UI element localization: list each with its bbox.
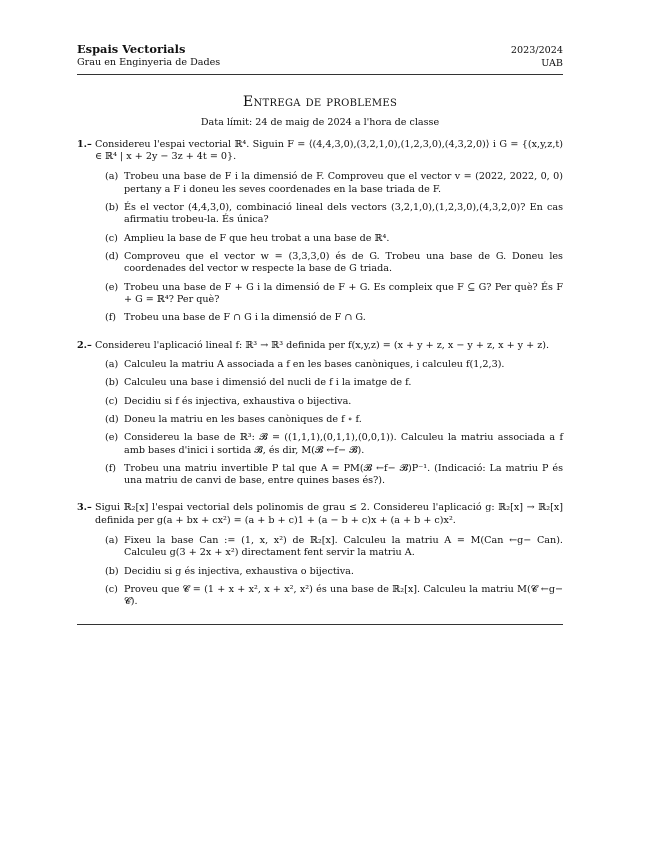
- subquestion-text: Fixeu la base Can := (1, x, x²) de ℝ₂[x]. Calculeu la matriu A = M(Can ←g− Can). Calculeu g(3 + 2x + x²) directament fent servir la matriu A.: [124, 534, 563, 559]
- subquestion-label: (c): [105, 232, 118, 244]
- subquestion-label: (c): [105, 395, 118, 407]
- subquestion-label: (f): [105, 312, 117, 324]
- subquestion: [105, 312, 563, 325]
- subquestion-label: (a): [105, 359, 119, 371]
- academic-year: 2023/2024: [510, 45, 563, 56]
- subquestion-text: Amplieu la base de F que heu trobat a una base de ℝ⁴.: [124, 232, 390, 244]
- problem-list: [77, 139, 563, 615]
- subquestion: [105, 566, 563, 579]
- subquestion-label: (a): [105, 171, 119, 183]
- subquestion-text: Doneu la matriu en les bases canòniques de f ∘ f.: [124, 413, 362, 425]
- problem-statement: Sigui ℝ₂[x] l'espai vectorial dels polinomis de grau ≤ 2. Considereu l'aplicació g: ℝ₂[x] → ℝ₂[x] definida per g(a + bx + cx²) = (a + b + c)1 + (a − b + c)x + (a + b + c)x².: [95, 502, 563, 527]
- subquestion-label: (e): [105, 431, 119, 443]
- subquestion-text: Trobeu una matriu invertible P tal que A = PM(𝓑 ←f− 𝓑)P⁻¹. (Indicació: La matriu P és una matriu de canvi de base, entre quines bases és?).: [124, 462, 563, 487]
- subquestion: [105, 282, 563, 307]
- subquestion-label: (b): [105, 201, 119, 213]
- subquestion-label: (a): [105, 534, 119, 546]
- problem-number: 1.–: [77, 138, 92, 150]
- subquestion: [105, 463, 563, 488]
- problem-statement: Considereu l'aplicació lineal f: ℝ³ → ℝ³ definida per f(x,y,z) = (x + y + z, x − y + z, x + y + z).: [95, 339, 550, 351]
- footer-divider: [77, 624, 563, 625]
- subquestion: [105, 414, 563, 427]
- subquestion-label: (d): [105, 413, 119, 425]
- subquestion-label: (d): [105, 250, 119, 262]
- subquestion: [105, 233, 563, 246]
- problem-statement: Considereu l'espai vectorial ℝ⁴. Siguin F = ⟨(4,4,3,0),(3,2,1,0),(1,2,3,0),(4,3,2,0)⟩ i G = {(x,y,z,t) ∈ ℝ⁴ | x + 2y − 3z + 4t = 0}.: [95, 138, 563, 163]
- page-title: Entrega de problemes: [242, 94, 398, 111]
- subquestion-label: (f): [105, 462, 117, 474]
- problem-3: [77, 502, 563, 614]
- document-page: [77, 42, 563, 625]
- degree-name: Grau en Enginyeria de Dades: [77, 57, 221, 69]
- subquestion-text: Decidiu si f és injectiva, exhaustiva o bijectiva.: [124, 395, 352, 407]
- subquestion-label: (c): [105, 583, 118, 595]
- subquestion: [105, 584, 563, 609]
- header-divider: [77, 74, 563, 75]
- subquestion: [105, 535, 563, 560]
- subquestion-text: Trobeu una base de F i la dimensió de F. Comproveu que el vector v = (2022, 2022, 0, 0) pertany a F i doneu les seves coordenades en la base triada de F.: [124, 171, 563, 195]
- subquestion-text: Comproveu que el vector w = (3,3,3,0) és de G. Trobeu una base de G. Doneu les coordenades del vector w respecte la base de G triada.: [124, 250, 563, 275]
- subquestion: [105, 359, 563, 372]
- subquestion-text: Decidiu si g és injectiva, exhaustiva o bijectiva.: [124, 565, 354, 577]
- subquestion: [105, 396, 563, 409]
- subquestion: [105, 377, 563, 390]
- subquestion: [105, 171, 563, 196]
- subquestion-label: (e): [105, 281, 119, 293]
- problem-number: 3.–: [77, 502, 92, 514]
- subquestion-text: Calculeu la matriu A associada a f en les bases canòniques, i calculeu f(1,2,3).: [124, 359, 505, 371]
- subquestion: [105, 432, 563, 457]
- header: [77, 42, 563, 70]
- problem-1: [77, 139, 563, 331]
- university-name: UAB: [541, 57, 563, 69]
- subquestion-text: Trobeu una base de F + G i la dimensió de F + G. Es compleix que F ⊆ G? Per què? És F + G = ℝ⁴? Per què?: [124, 281, 563, 306]
- subquestion-list: [105, 535, 563, 609]
- problem-2: [77, 340, 563, 494]
- problem-number: 2.–: [77, 339, 92, 351]
- subquestion-label: (b): [105, 565, 119, 577]
- subquestion-label: (b): [105, 377, 119, 389]
- deadline-text: Data límit: 24 de maig de 2024 a l'hora de classe: [200, 117, 440, 129]
- subquestion-text: Calculeu una base i dimensió del nucli de f i la imatge de f.: [124, 377, 412, 389]
- subquestion-list: [105, 359, 563, 488]
- subquestion-list: [105, 171, 563, 325]
- subquestion: [105, 251, 563, 276]
- course-title: Espais Vectorials: [77, 42, 186, 56]
- subquestion-text: Proveu que 𝓒 = (1 + x + x², x + x², x²) és una base de ℝ₂[x]. Calculeu la matriu M(𝓒 ←g− 𝓒).: [124, 583, 563, 608]
- subquestion-text: Trobeu una base de F ∩ G i la dimensió de F ∩ G.: [124, 312, 366, 324]
- subquestion: [105, 202, 563, 227]
- subquestion-text: És el vector (4,4,3,0), combinació lineal dels vectors (3,2,1,0),(1,2,3,0),(4,3,2,0)? En cas afirmatiu trobeu-la. És única?: [124, 201, 563, 226]
- subquestion-text: Considereu la base de ℝ³: 𝓑 = ((1,1,1),(0,1,1),(0,0,1)). Calculeu la matriu associada a f amb bases d'inici i sortida 𝓑, és dir, M(𝓑 ←f− 𝓑).: [124, 431, 563, 456]
